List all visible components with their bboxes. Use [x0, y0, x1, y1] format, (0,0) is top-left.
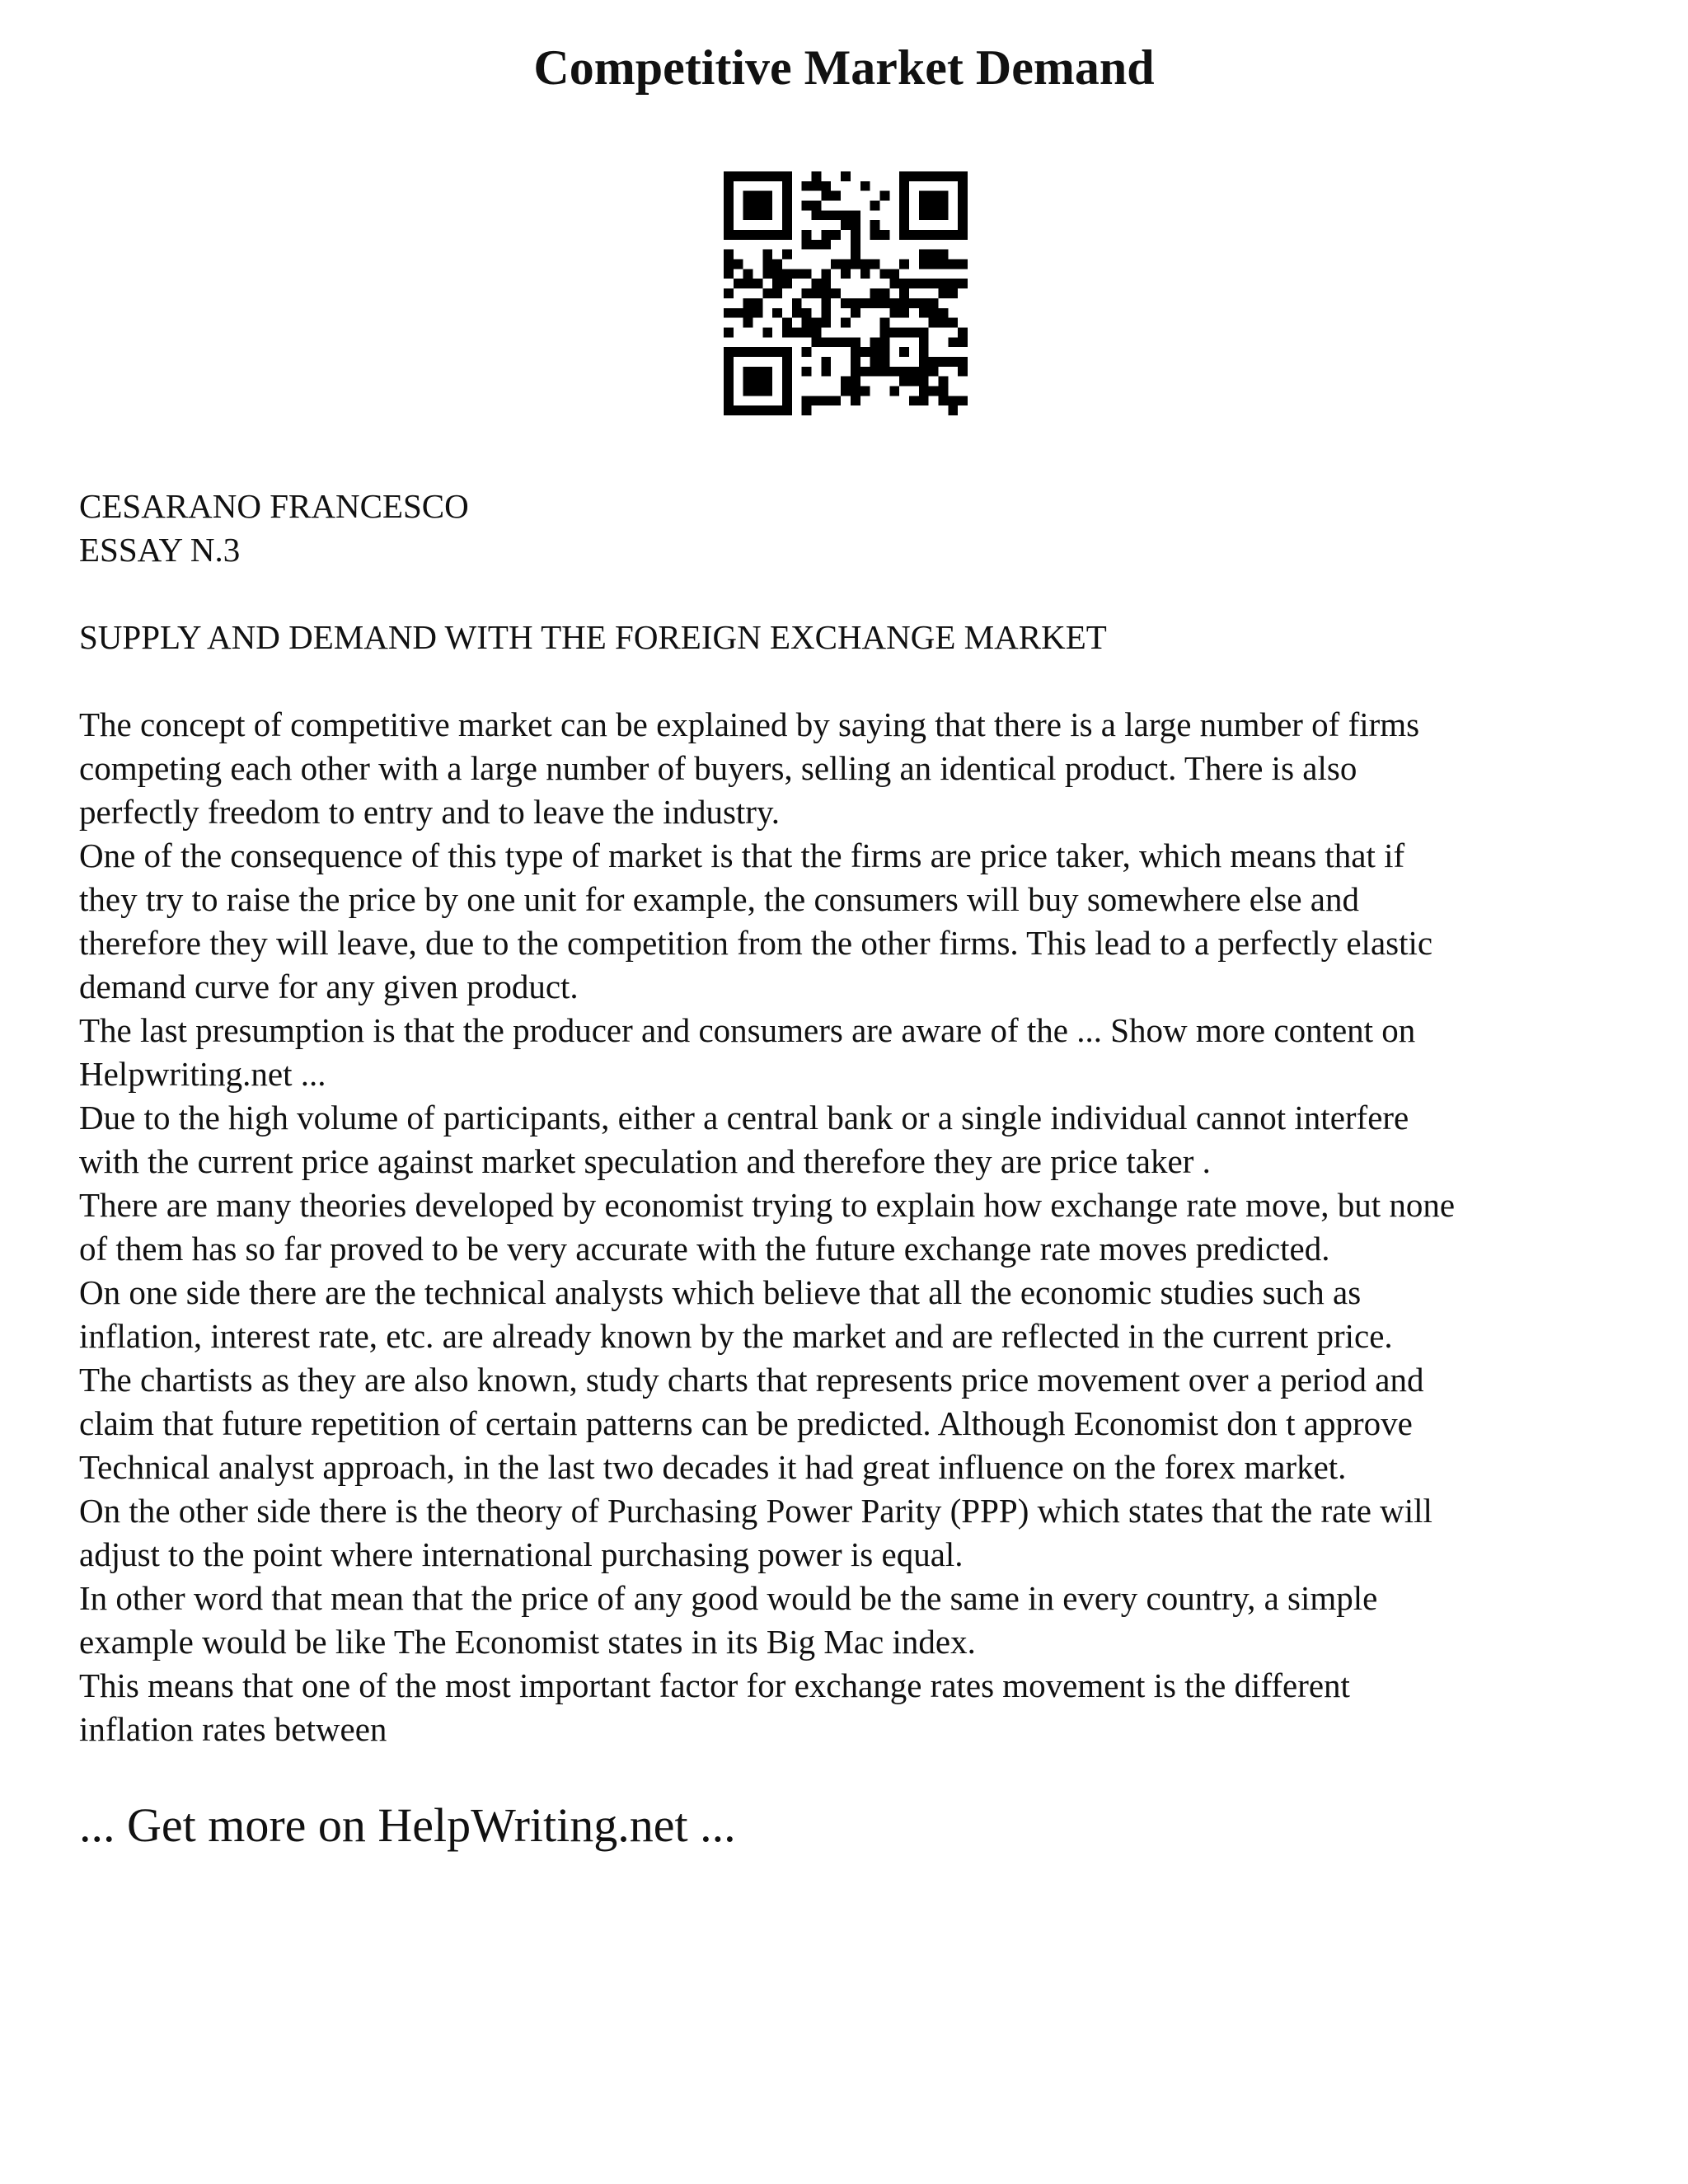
essay-body: [79, 485, 1629, 1751]
essay-line: Technical analyst approach, in the last two decades it had great influence on the forex market.: [79, 1448, 1347, 1486]
essay-paragraphs: [79, 703, 1629, 1751]
qr-code-icon: [724, 171, 968, 415]
essay-line: demand curve for any given product.: [79, 968, 579, 1005]
essay-line: competing each other with a large number of buyers, selling an identical product. There is also: [79, 749, 1357, 787]
essay-line: claim that future repetition of certain patterns can be predicted. Although Economist don t approve: [79, 1404, 1413, 1442]
essay-line: with the current price against market speculation and therefore they are price taker .: [79, 1142, 1211, 1180]
essay-line: inflation, interest rate, etc. are already known by the market and are reflected in the current price.: [79, 1317, 1393, 1355]
essay-line: On one side there are the technical analysts which believe that all the economic studies such as: [79, 1273, 1362, 1311]
essay-heading: SUPPLY AND DEMAND WITH THE FOREIGN EXCHANGE MARKET: [79, 618, 1107, 656]
essay-number: ESSAY N.3: [79, 531, 241, 569]
essay-line: perfectly freedom to entry and to leave the industry.: [79, 793, 781, 831]
essay-line: This means that one of the most important factor for exchange rates movement is the different: [79, 1666, 1350, 1704]
essay-line: One of the consequence of this type of market is that the firms are price taker, which means that if: [79, 837, 1405, 874]
essay-line: On the other side there is the theory of Purchasing Power Parity (PPP) which states that the rate will: [79, 1492, 1432, 1530]
essay-line: example would be like The Economist states in its Big Mac index.: [79, 1623, 976, 1661]
essay-line: The chartists as they are also known, study charts that represents price movement over a period and: [79, 1361, 1424, 1399]
essay-line: therefore they will leave, due to the competition from the other firms. This lead to a perfectly elastic: [79, 924, 1433, 962]
essay-line: inflation rates between: [79, 1710, 387, 1748]
essay-line: The concept of competitive market can be explained by saying that there is a large number of firms: [79, 705, 1420, 743]
essay-line: In other word that mean that the price of any good would be the same in every country, a simple: [79, 1579, 1378, 1617]
essay-line: Due to the high volume of participants, either a central bank or a single individual cannot interfere: [79, 1099, 1409, 1137]
essay-line: of them has so far proved to be very accurate with the future exchange rate moves predicted.: [79, 1230, 1330, 1268]
essay-line: they try to raise the price by one unit for example, the consumers will buy somewhere else and: [79, 880, 1359, 918]
document-title: Competitive Market Demand: [533, 40, 1155, 95]
author-name: CESARANO FRANCESCO: [79, 487, 469, 525]
essay-line: adjust to the point where international purchasing power is equal.: [79, 1535, 964, 1573]
essay-line: There are many theories developed by economist trying to explain how exchange rate move, but none: [79, 1186, 1456, 1224]
get-more-link[interactable]: ... Get more on HelpWriting.net ...: [79, 1798, 736, 1852]
essay-line: The last presumption is that the producer and consumers are aware of the ... Show more content on: [79, 1011, 1416, 1049]
essay-line: Helpwriting.net ...: [79, 1055, 326, 1093]
